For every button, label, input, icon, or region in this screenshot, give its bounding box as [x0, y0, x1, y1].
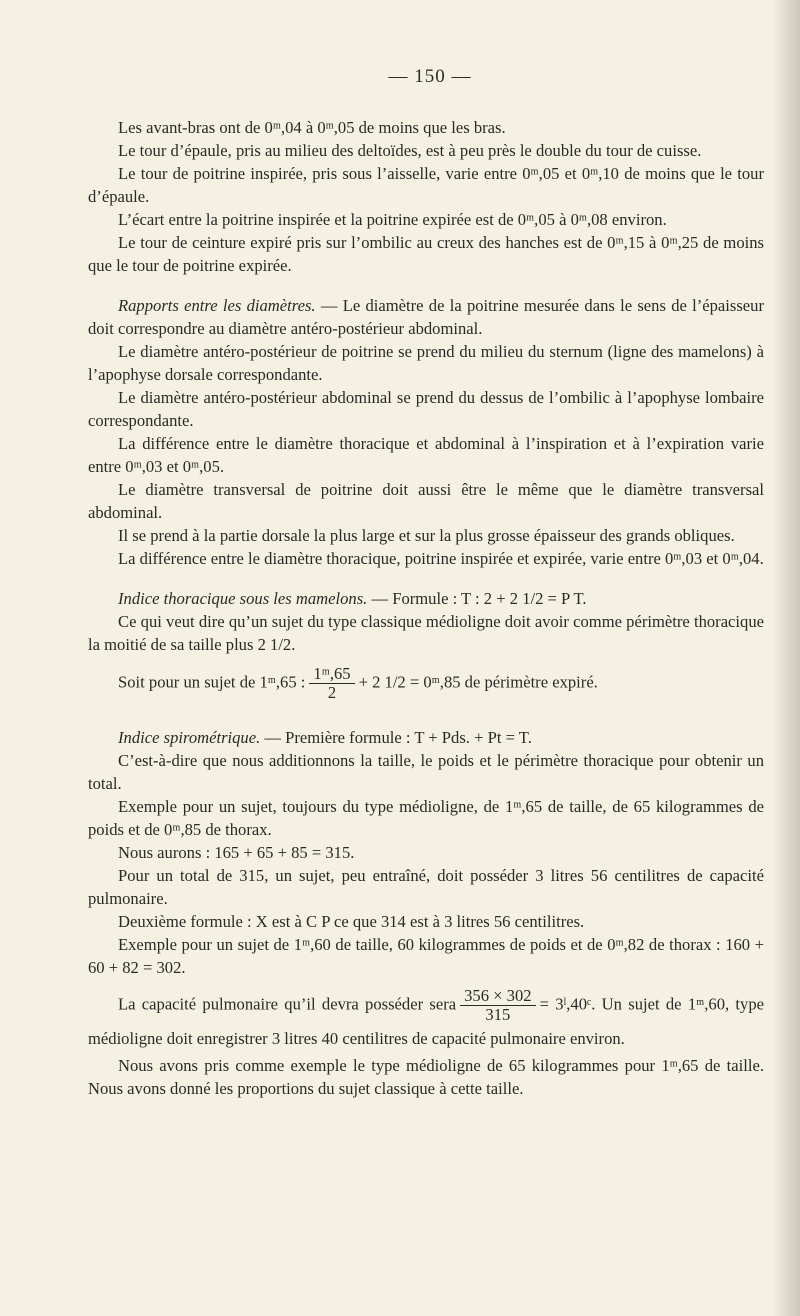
- paragraph: Nous avons pris comme exemple le type médioligne de 65 kilogrammes pour 1ᵐ,65 de taille. Nous avons donné les proportions du sujet classique à cette taille.: [88, 1056, 764, 1098]
- section-title-indice-thoracique: Indice thoracique sous les mamelons.: [118, 589, 368, 608]
- fraction-numerator: 356 × 302: [460, 987, 535, 1006]
- paragraph-capacite: [88, 987, 764, 1054]
- formula-example: [88, 665, 764, 702]
- formula-text: La capacité pulmonaire qu’il devra posséder sera: [118, 994, 457, 1014]
- paragraph: Le tour d’épaule, pris au milieu des deltoïdes, est à peu près le double du tour de cuisse.: [118, 141, 702, 160]
- body-text: [88, 116, 764, 1100]
- paragraph: Il se prend à la partie dorsale la plus large et sur la plus grosse épaisseur des grands obliques.: [118, 526, 735, 545]
- paragraph-text: — Première formule : T + Pds. + Pt = T.: [260, 728, 532, 747]
- section-title-indice-spirometrique: Indice spirométrique.: [118, 728, 261, 747]
- paragraph-text: — Le diamètre de la poitrine mesurée dans le sens de l’épaisseur doit correspondre au diamètre antéro-postérieur abdominal.: [88, 296, 764, 338]
- paragraph-indice-thoracique: [88, 587, 764, 610]
- paragraph-text: — Formule : T : 2 + 2 1/2 = P T.: [367, 589, 587, 608]
- paragraph: L’écart entre la poitrine inspirée et la poitrine expirée est de 0ᵐ,05 à 0ᵐ,08 environ.: [118, 210, 667, 229]
- paragraph: Le diamètre antéro-postérieur de poitrine se prend du milieu du sternum (ligne des mamelons) à l’apophyse dorsale correspondante.: [88, 342, 764, 384]
- formula-text: + 2 1/2 = 0ᵐ,85 de périmètre expiré.: [358, 672, 598, 692]
- page-edge-shadow: [772, 0, 800, 1316]
- fraction-numerator: 1ᵐ,65: [309, 665, 354, 684]
- page-number: — 150 —: [388, 66, 472, 87]
- paragraph: Le tour de ceinture expiré pris sur l’ombilic au creux des hanches est de 0ᵐ,15 à 0ᵐ,25 de moins que le tour de poitrine expirée.: [88, 233, 764, 275]
- formula-text: = 3ˡ,40ᶜ. Un sujet de 1ᵐ,60, type médioligne doit enregistrer 3 litres 40 centilitres de capacité pulmonaire environ.: [88, 994, 764, 1048]
- fraction-denominator: 315: [485, 1005, 511, 1024]
- fraction-denominator: 2: [327, 683, 337, 702]
- paragraph: La différence entre le diamètre thoracique et abdominal à l’inspiration et à l’expiration varie entre 0ᵐ,03 et 0ᵐ,05.: [88, 434, 764, 476]
- paragraph: Le diamètre transversal de poitrine doit aussi être le même que le diamètre transversal abdominal.: [88, 480, 764, 522]
- paragraph: Les avant-bras ont de 0ᵐ,04 à 0ᵐ,05 de moins que les bras.: [118, 118, 506, 137]
- fraction: [309, 665, 354, 702]
- paragraph: Le diamètre antéro-postérieur abdominal se prend du dessus de l’ombilic à l’apophyse lombaire correspondante.: [88, 388, 764, 430]
- paragraph: Deuxième formule : X est à C P ce que 314 est à 3 litres 56 centilitres.: [118, 912, 585, 931]
- paragraph: Le tour de poitrine inspirée, pris sous l’aisselle, varie entre 0ᵐ,05 et 0ᵐ,10 de moins que le tour d’épaule.: [88, 164, 764, 206]
- paragraph: Pour un total de 315, un sujet, peu entraîné, doit posséder 3 litres 56 centilitres de capacité pulmonaire.: [88, 866, 764, 908]
- paragraph-rapports: [88, 294, 764, 340]
- paragraph: La différence entre le diamètre thoracique, poitrine inspirée et expirée, varie entre 0ᵐ,03 et 0ᵐ,04.: [118, 549, 764, 568]
- paragraph: Exemple pour un sujet, toujours du type médioligne, de 1ᵐ,65 de taille, de 65 kilogrammes de poids et de 0ᵐ,85 de thorax.: [88, 797, 764, 839]
- paragraph: Nous aurons : 165 + 65 + 85 = 315.: [118, 843, 355, 862]
- paragraph: Ce qui veut dire qu’un sujet du type classique médioligne doit avoir comme périmètre thoracique la moitié de sa taille plus 2 1/2.: [88, 612, 764, 654]
- section-title-rapports: Rapports entre les diamètres.: [118, 296, 316, 315]
- paragraph-indice-spirometrique: [88, 726, 764, 749]
- formula-text: Soit pour un sujet de 1ᵐ,65 :: [118, 672, 306, 692]
- paragraph: Exemple pour un sujet de 1ᵐ,60 de taille, 60 kilogrammes de poids et de 0ᵐ,82 de thorax : 160 + 60 + 82 = 302.: [88, 935, 764, 977]
- paragraph: C’est-à-dire que nous additionnons la taille, le poids et le périmètre thoracique pour obtenir un total.: [88, 751, 764, 793]
- fraction: [460, 987, 535, 1024]
